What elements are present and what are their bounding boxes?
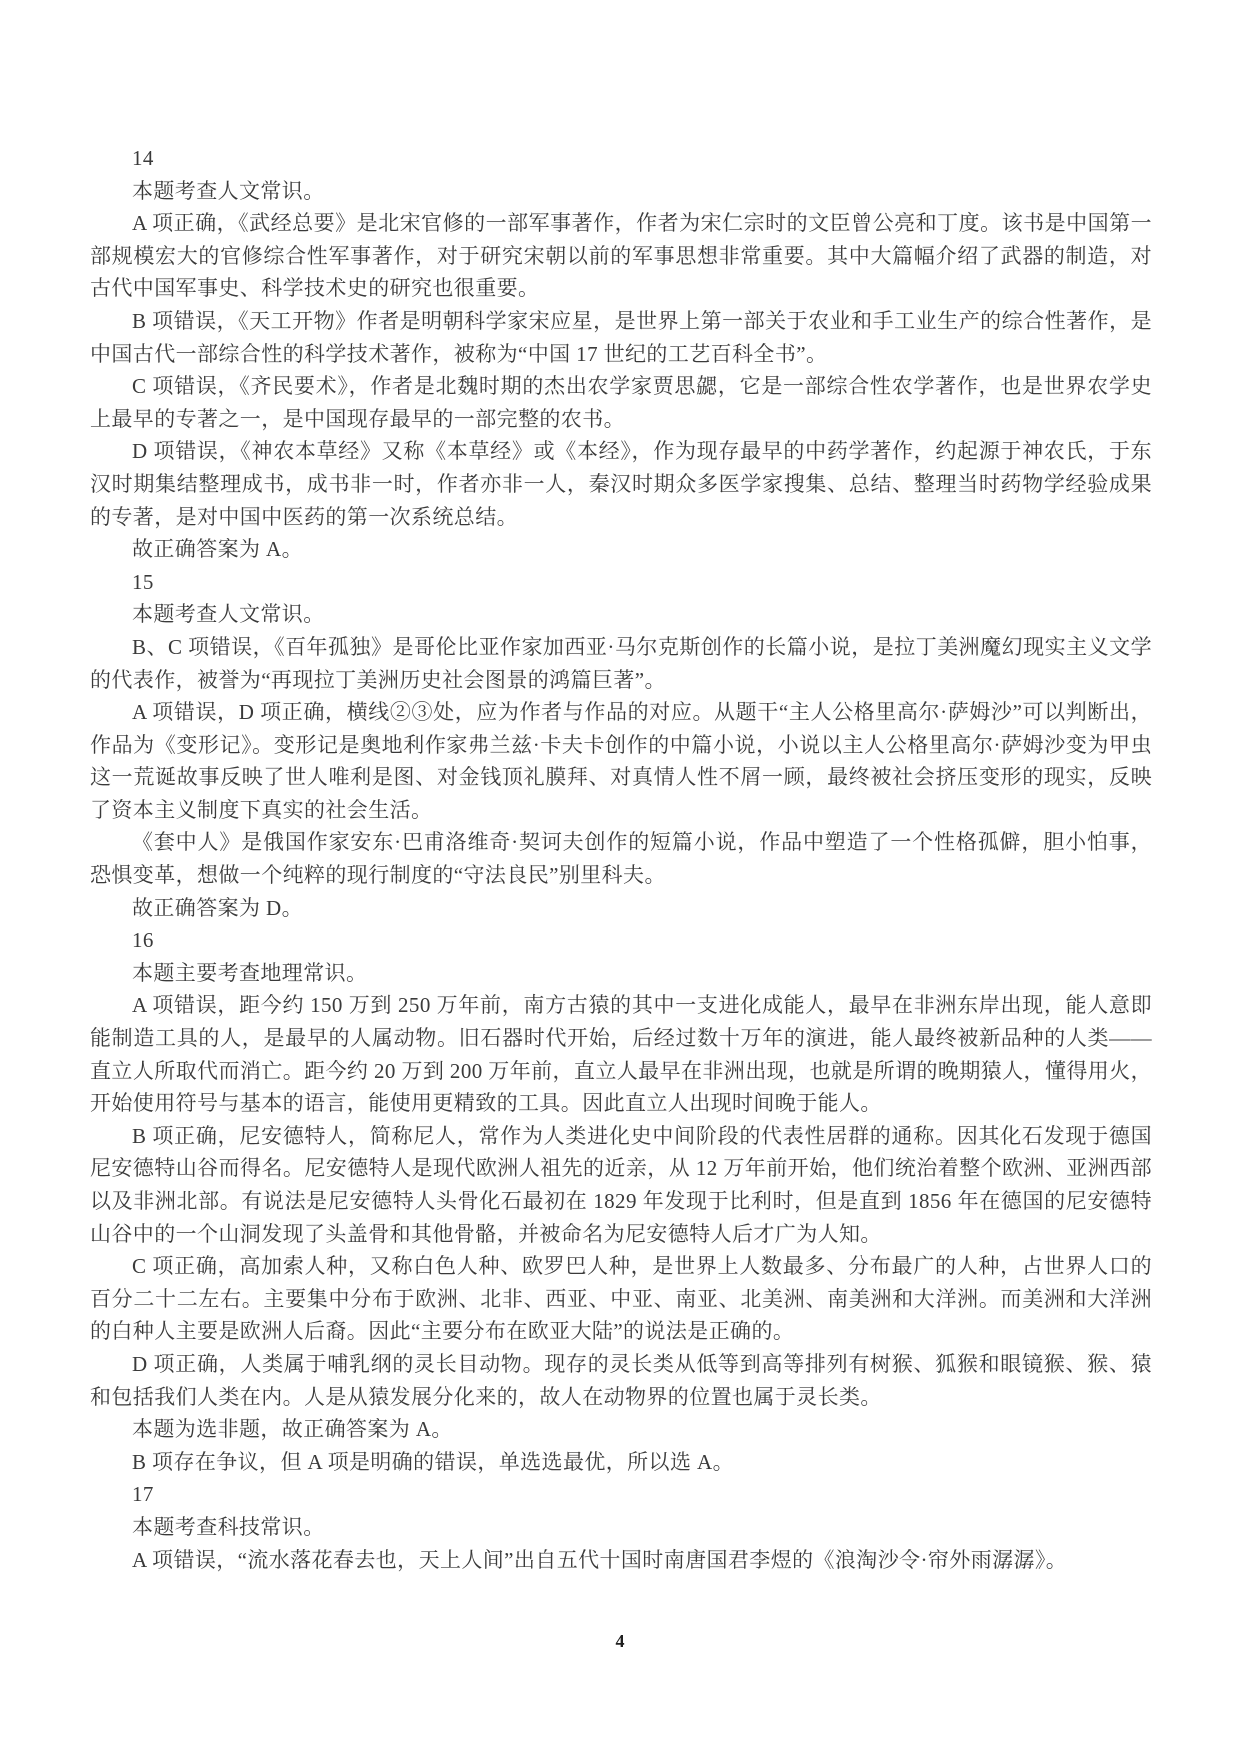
question-number-17: 17 [132, 1482, 154, 1507]
explanation-paragraph: D 项错误，《神农本草经》又称《本草经》或《本经》，作为现存最早的中药学著作，约起源于神农氏，于东汉时期集结整理成书，成书非一时，作者亦非一人，秦汉时期众多医学家搜集、总结、整理当时药物学经验成果的专著，是对中国中医药的第一次系统总结。 [90, 439, 1152, 529]
question-number-14: 14 [132, 146, 154, 170]
explanation-paragraph: 本题主要考查地理常识。 [132, 960, 368, 985]
explanation-paragraph: A 项错误，D 项正确，横线②③处，应为作者与作品的对应。从题干“主人公格里高尔·萨姆沙”可以判断出，作品为《变形记》。变形记是奥地利作家弗兰兹·卡夫卡创作的中篇小说，小说以主人公格里高尔·萨姆沙变为甲虫这一荒诞故事反映了世人唯利是图、对金钱顶礼膜拜、对真情人性不屑一顾，最终被社会挤压变形的现实，反映了资本主义制度下真实的社会生活。 [90, 700, 1152, 822]
explanation-paragraph: A 项正确，《武经总要》是北宋官修的一部军事著作，作者为宋仁宗时的文臣曾公亮和丁度。该书是中国第一部规模宏大的官修综合性军事著作，对于研究宋朝以前的军事思想非常重要。其中大篇幅介绍了武器的制造，对古代中国军事史、科学技术史的研究也很重要。 [90, 211, 1152, 301]
explanation-paragraph: 本题为选非题，故正确答案为 A。 [132, 1417, 453, 1442]
explanation-paragraph: 故正确答案为 D。 [132, 895, 304, 920]
explanation-paragraph: 本题考查人文常识。 [132, 602, 325, 627]
question-number-16: 16 [132, 928, 154, 953]
explanation-paragraph: B、C 项错误，《百年孤独》是哥伦比亚作家加西亚·马尔克斯创作的长篇小说，是拉丁美洲魔幻现实主义文学的代表作，被誉为“再现拉丁美洲历史社会图景的鸿篇巨著”。 [90, 634, 1152, 692]
explanation-paragraph: B 项正确，尼安德特人，简称尼人，常作为人类进化史中间阶段的代表性居群的通称。因其化石发现于德国尼安德特山谷而得名。尼安德特人是现代欧洲人祖先的近亲，从 12 万年前开始，他们统治着整个欧洲、亚洲西部以及非洲北部。有说法是尼安德特人头骨化石最初在 1829 年发现于比利时，但是直到 1856 年在德国的尼安德特山谷中的一个山洞发现了头盖骨和其他骨骼，并被命名为尼安德特人后才广为人知。 [90, 1123, 1152, 1246]
explanation-paragraph: C 项错误，《齐民要术》，作者是北魏时期的杰出农学家贾思勰，它是一部综合性农学著作，也是世界农学史上最早的专著之一，是中国现存最早的一部完整的农书。 [90, 374, 1152, 431]
explanation-paragraph: 《套中人》是俄国作家安东·巴甫洛维奇·契诃夫创作的短篇小说，作品中塑造了一个性格孤僻，胆小怕事，恐惧变革，想做一个纯粹的现行制度的“守法良民”别里科夫。 [90, 830, 1152, 888]
question-number-15: 15 [132, 569, 154, 594]
document-content [90, 142, 1152, 1576]
explanation-paragraph: B 项存在争议，但 A 项是明确的错误，单选选最优，所以选 A。 [132, 1449, 734, 1474]
explanation-paragraph: D 项正确，人类属于哺乳纲的灵长目动物。现存的灵长类从低等到高等排列有树猴、狐猴和眼镜猴、猴、猿和包括我们人类在内。人是从猿发展分化来的，故人在动物界的位置也属于灵长类。 [90, 1351, 1152, 1409]
explanation-paragraph: A 项错误，“流水落花春去也，天上人间”出自五代十国时南唐国君李煜的《浪淘沙令·帘外雨潺潺》。 [132, 1547, 1068, 1572]
explanation-paragraph: A 项错误，距今约 150 万到 250 万年前，南方古猿的其中一支进化成能人，最早在非洲东岸出现，能人意即能制造工具的人，是最早的人属动物。旧石器时代开始，后经过数十万年的演进，能人最终被新品种的人类——直立人所取代而消亡。距今约 20 万到 200 万年前，直立人最早在非洲出现，也就是所谓的晚期猿人，懂得用火，开始使用符号与基本的语言，能使用更精致的工具。因此直立人出现时间晚于能人。 [90, 993, 1152, 1116]
explanation-paragraph: B 项错误，《天工开物》作者是明朝科学家宋应星，是世界上第一部关于农业和手工业生产的综合性著作，是中国古代一部综合性的科学技术著作，被称为“中国 17 世纪的工艺百科全书”。 [90, 308, 1152, 366]
explanation-paragraph: 本题考查科技常识。 [132, 1514, 325, 1539]
explanation-paragraph: 本题考查人文常识。 [132, 178, 325, 203]
explanation-paragraph: 故正确答案为 A。 [132, 537, 304, 562]
page-number: 4 [615, 1631, 625, 1651]
explanation-paragraph: C 项正确，高加索人种，又称白色人种、欧罗巴人种，是世界上人数最多、分布最广的人种，占世界人口的百分二十二左右。主要集中分布于欧洲、北非、西亚、中亚、南亚、北美洲、南美洲和大洋洲。而美洲和大洋洲的白种人主要是欧洲人后裔。因此“主要分布在欧亚大陆”的说法是正确的。 [90, 1254, 1152, 1344]
